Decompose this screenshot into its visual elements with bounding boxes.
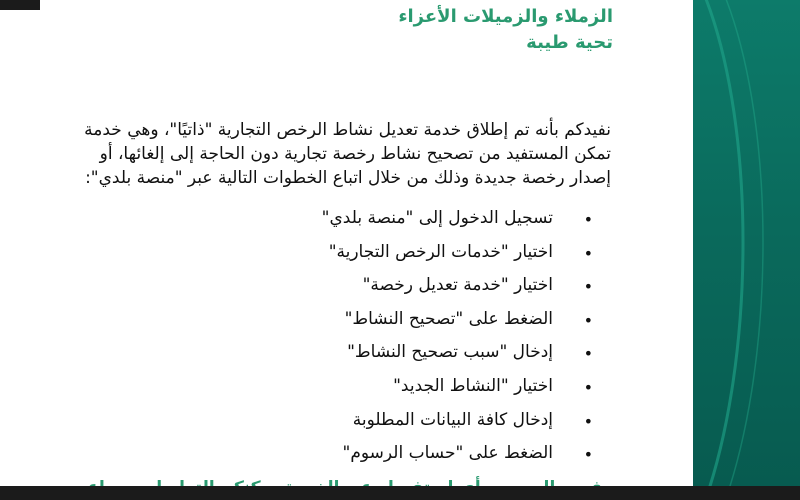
step-item: [93, 309, 613, 343]
band-curve-lines: [692, 0, 800, 500]
step-text: اختيار "خدمة تعديل رخصة": [362, 275, 553, 296]
step-item: [93, 410, 613, 444]
bullet-icon: •: [583, 243, 593, 263]
bullet-icon: •: [583, 310, 593, 330]
greeting-line-1: الزملاء والزميلات الأعزاء: [398, 6, 613, 27]
step-text: إدخال كافة البيانات المطلوبة: [352, 409, 553, 430]
step-item: [93, 443, 613, 477]
step-text: تسجيل الدخول إلى "منصة بلدي": [321, 208, 553, 228]
step-text: إدخال "سبب تصحيح النشاط": [347, 342, 553, 363]
step-text: الضغط على "حساب الرسوم": [342, 443, 553, 464]
step-text: اختيار "النشاط الجديد": [393, 375, 553, 396]
step-item: [93, 376, 613, 410]
bullet-icon: •: [583, 411, 593, 431]
document-page: [40, 0, 693, 486]
decorative-green-band: [692, 0, 800, 500]
paragraph-line-2: تمكن المستفيد من تصحيح نشاط رخصة تجارية دون الحاجة إلى إلغائها، أو: [99, 144, 611, 164]
bullet-icon: •: [583, 277, 593, 297]
bullet-icon: •: [583, 377, 593, 397]
paragraph-line-3: إصدار رخصة جديدة وذلك من خلال اتباع الخطوات التالية عبر "منصة بلدي":: [85, 168, 611, 188]
step-text: الضغط على "تصحيح النشاط": [344, 308, 553, 329]
bullet-icon: •: [583, 210, 593, 229]
steps-list: [93, 208, 613, 477]
bullet-icon: •: [583, 445, 593, 465]
step-item: [93, 242, 613, 276]
step-item: [93, 275, 613, 309]
announcement-paragraph: [11, 118, 611, 190]
step-item: [93, 208, 613, 242]
paragraph-line-1: نفيدكم بأنه تم إطلاق خدمة تعديل نشاط الرخص التجارية "ذاتيًا"، وهي خدمة: [84, 120, 611, 140]
bullet-icon: •: [583, 344, 593, 364]
greeting-line-2: تحية طيبة: [526, 32, 613, 53]
step-item: [93, 342, 613, 376]
step-text: اختيار "خدمات الرخص التجارية": [328, 241, 553, 262]
bottom-frame-bar: [0, 486, 800, 500]
